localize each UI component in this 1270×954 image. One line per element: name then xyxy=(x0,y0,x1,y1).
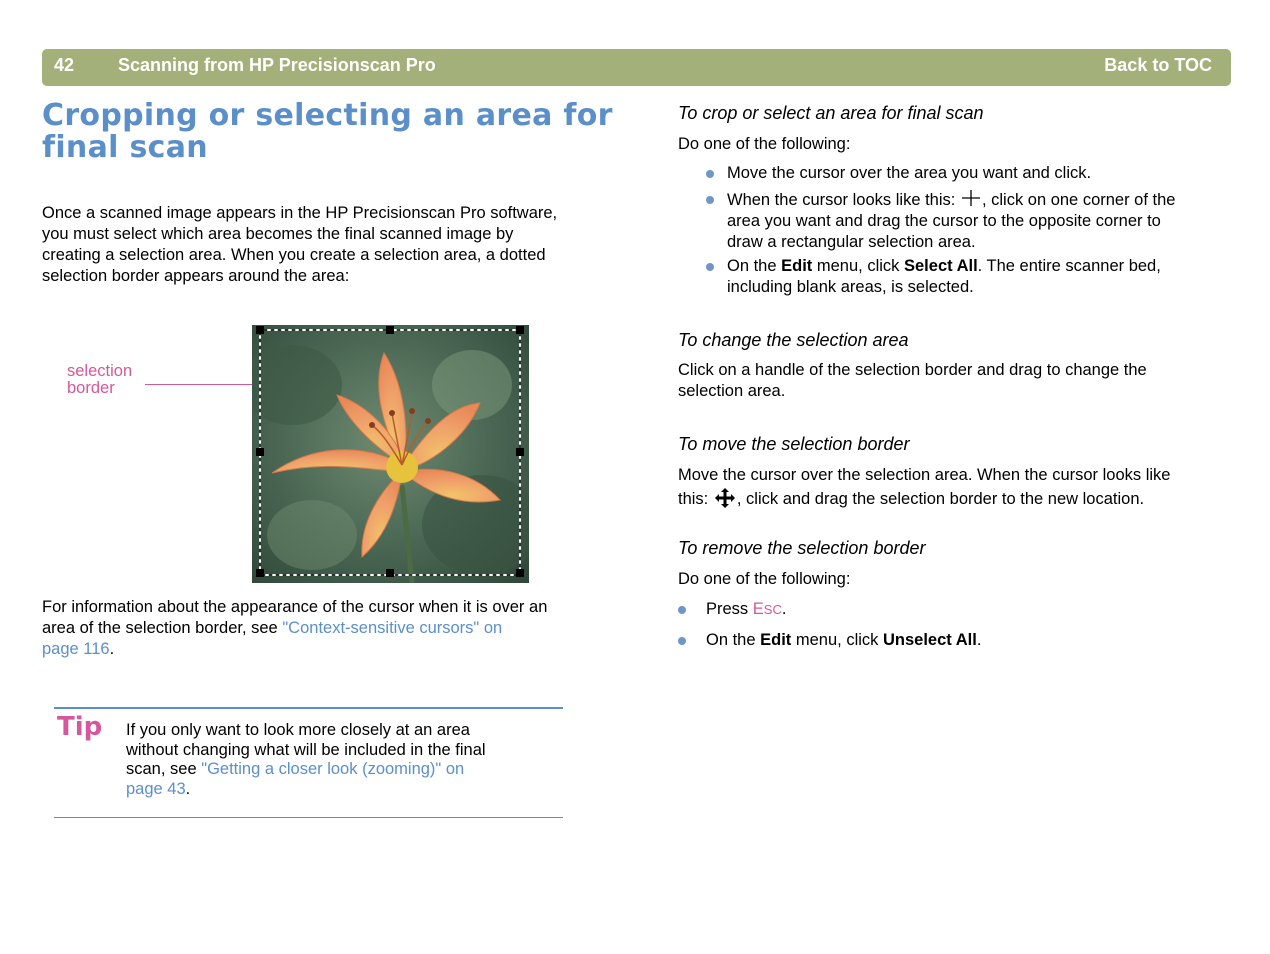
remove-b2-on: On the xyxy=(706,631,761,649)
remove-bullet-2 xyxy=(706,630,981,651)
crop-b2-text-b: , click on one corner of the xyxy=(981,191,1176,209)
info-line1: For information about the appearance of the cursor when it is over an xyxy=(42,598,548,616)
move-paragraph xyxy=(678,465,1238,510)
remove-lead: Do one of the following: xyxy=(678,570,851,588)
callout-line2: border xyxy=(67,379,115,397)
intro-line: selection border appears around the area: xyxy=(42,267,350,285)
crop-b3-end: . The entire scanner bed, xyxy=(977,257,1161,275)
info-line3 xyxy=(42,639,622,660)
callout-leader-line xyxy=(145,384,256,385)
callout-line1: selection xyxy=(67,362,133,380)
zooming-link[interactable]: "Getting a closer look (zooming)" on xyxy=(201,760,465,778)
tip-line2: without changing what will be included in the final xyxy=(126,740,486,759)
bullet-icon xyxy=(678,606,686,614)
header-bar xyxy=(42,49,1231,86)
crop-heading: To crop or select an area for final scan xyxy=(678,103,984,123)
tip-line3-prefix: scan, see xyxy=(126,760,202,778)
info-line2-prefix: area of the selection border, see xyxy=(42,619,283,637)
move-line1: Move the cursor over the selection area. When the cursor looks like xyxy=(678,466,1171,484)
edit-menu-ref: Edit xyxy=(760,631,792,649)
intro-line: you must select which area becomes the final scanned image by xyxy=(42,225,514,243)
esc-key-ref xyxy=(753,600,782,618)
move-cursor-icon xyxy=(713,486,737,510)
remove-b1-end: . xyxy=(781,600,787,618)
unselect-all-ref: Unselect All xyxy=(883,631,977,649)
move-line2-a: this: xyxy=(678,490,709,508)
crop-b2-line2: area you want and drag the cursor to the opposite corner to xyxy=(727,212,1161,230)
tip-line3 xyxy=(126,760,526,780)
context-cursors-link[interactable]: "Context-sensitive cursors" on xyxy=(282,619,503,637)
crop-bullet-1: Move the cursor over the area you want and click. xyxy=(727,164,1092,182)
page-43-link[interactable]: page 43 xyxy=(126,779,186,798)
page-116-link[interactable]: page 116 xyxy=(42,640,110,658)
intro-line: Once a scanned image appears in the HP Precisionscan Pro software, xyxy=(42,204,558,222)
remove-b2-mid: menu, click xyxy=(791,631,883,649)
page-title-line2: final scan xyxy=(42,130,208,165)
page-number: 42 xyxy=(54,55,75,75)
intro-paragraph xyxy=(42,203,622,287)
select-all-ref: Select All xyxy=(904,257,978,275)
crop-b3-mid: menu, click xyxy=(812,257,904,275)
page-title xyxy=(42,100,622,164)
tip-text xyxy=(126,721,526,799)
header-title: Scanning from HP Precisionscan Pro xyxy=(118,55,436,75)
change-line2: selection area. xyxy=(678,382,786,400)
change-line1: Click on a handle of the selection border and drag to change the xyxy=(678,361,1147,379)
back-to-toc-link[interactable]: Back to TOC xyxy=(1104,55,1212,75)
move-line2-b: , click and drag the selection border to the new location. xyxy=(736,490,1145,508)
change-paragraph xyxy=(678,360,1238,402)
edit-menu-ref: Edit xyxy=(781,257,813,275)
change-heading: To change the selection area xyxy=(678,330,909,350)
tip-line4 xyxy=(126,780,526,800)
flower-image xyxy=(252,325,529,583)
intro-line: creating a selection area. When you create a selection area, a dotted xyxy=(42,246,546,264)
remove-b2-end: . xyxy=(976,631,982,649)
bullet-icon xyxy=(706,263,714,271)
info-paragraph xyxy=(42,597,622,660)
bullet-icon xyxy=(706,196,714,204)
info-suffix: . xyxy=(109,640,115,658)
crop-b3-line2: including blank areas, is selected. xyxy=(727,278,974,296)
esc-key-e: E xyxy=(752,600,764,618)
remove-heading: To remove the selection border xyxy=(678,538,926,558)
remove-b1-press: Press xyxy=(706,600,753,618)
bullet-icon xyxy=(706,170,714,178)
crop-b2-text-a: When the cursor looks like this: xyxy=(727,191,956,209)
crop-lead: Do one of the following: xyxy=(678,135,851,153)
tip-suffix: . xyxy=(185,779,191,798)
crop-b3-on: On the xyxy=(727,257,782,275)
esc-key-sc: SC xyxy=(763,602,782,617)
move-heading: To move the selection border xyxy=(678,434,910,454)
crop-bullet-3 xyxy=(727,256,1227,298)
tip-line1: If you only want to look more closely at an area xyxy=(126,721,470,739)
info-line2 xyxy=(42,618,622,639)
crop-bullet-2 xyxy=(727,189,1227,253)
remove-bullet-1 xyxy=(706,599,786,620)
selection-border-callout xyxy=(67,363,132,397)
crop-b2-line3: draw a rectangular selection area. xyxy=(727,233,976,251)
tip-box xyxy=(54,707,563,818)
page-title-line1: Cropping or selecting an area for xyxy=(42,98,613,133)
crosshair-cursor-icon xyxy=(960,189,982,207)
tip-label: Tip xyxy=(57,712,103,742)
bullet-icon xyxy=(678,637,686,645)
flower-selection-figure xyxy=(252,325,529,583)
